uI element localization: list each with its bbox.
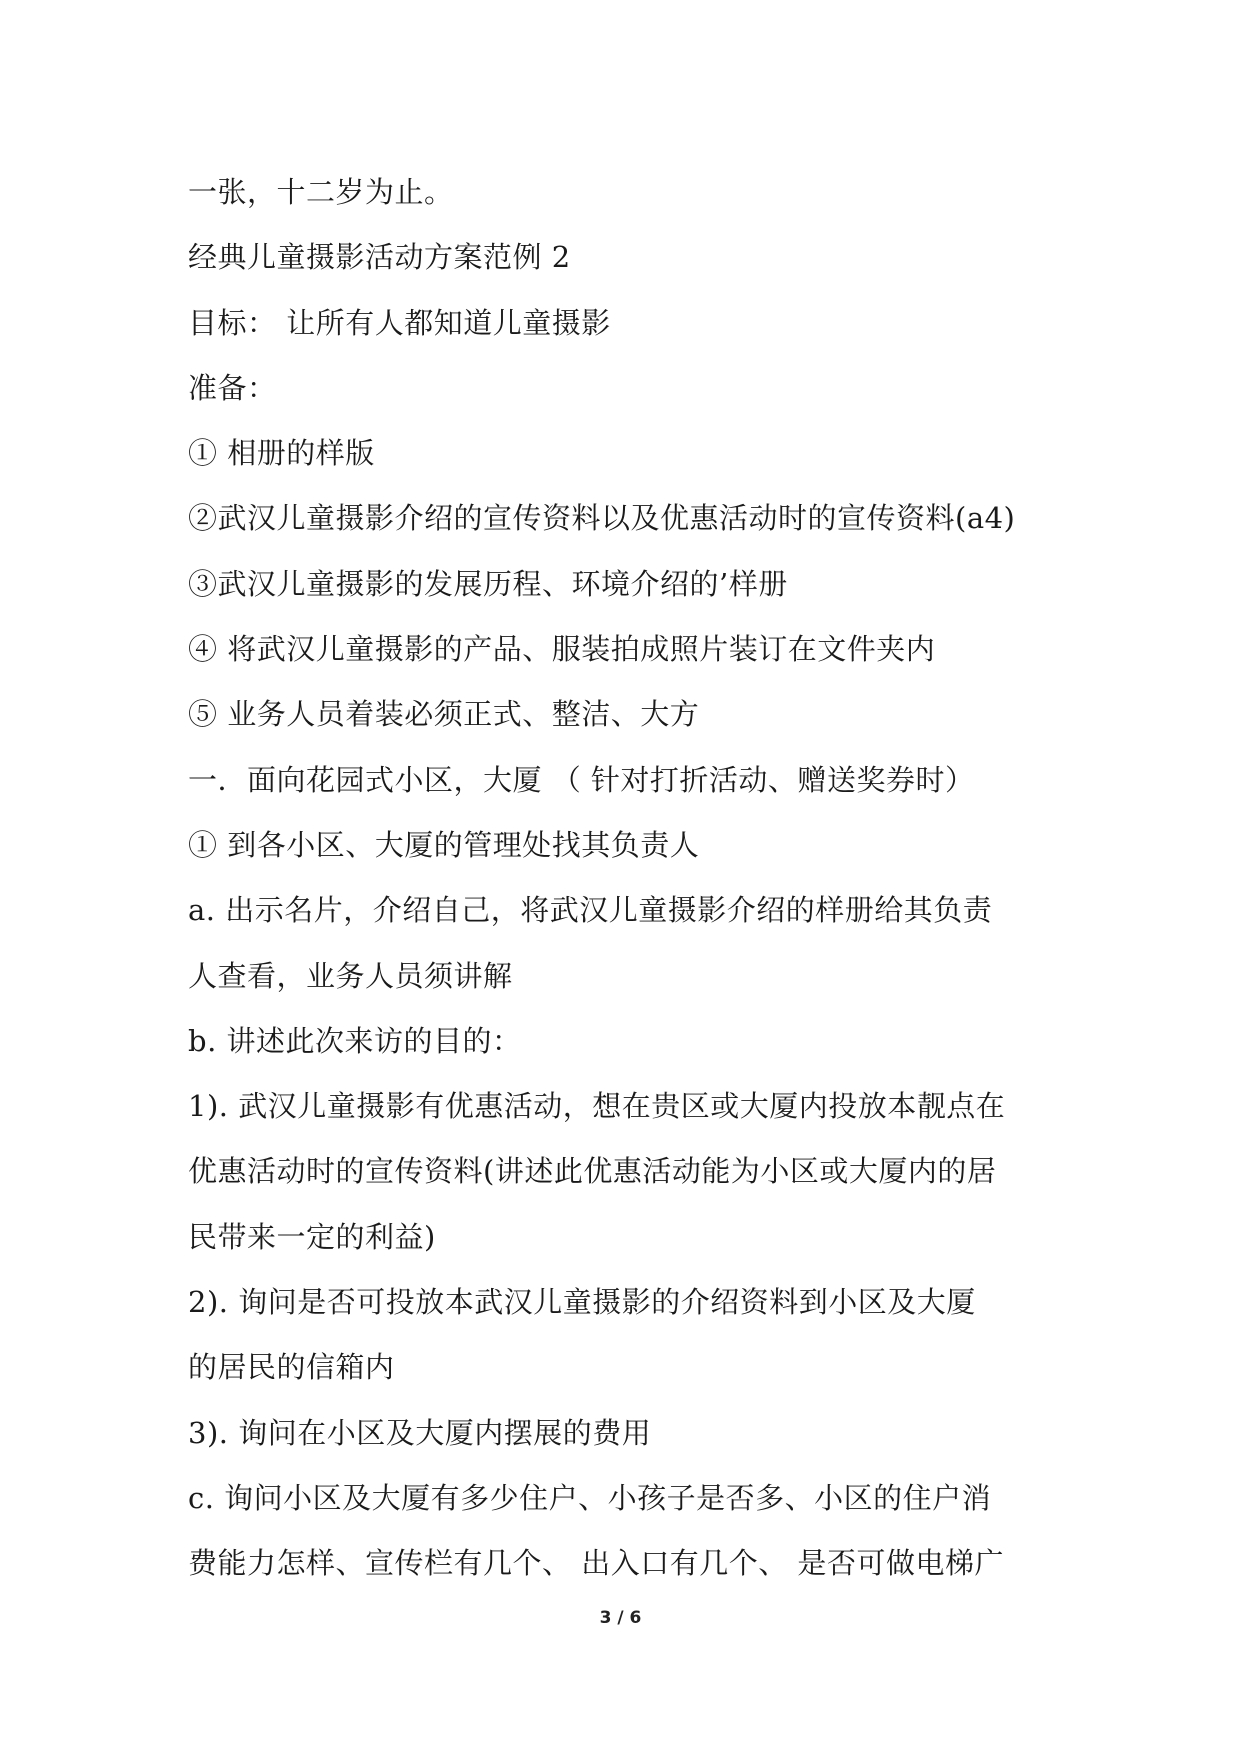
text-line: 的居民的信箱内 [188,1350,395,1385]
text-line: 目标： 让所有人都知道儿童摄影 [188,305,611,340]
text-line: 3). 询问在小区及大厦内摆展的费用 [188,1415,652,1450]
section-heading: 经典儿童摄影活动方案范例 2 [188,240,571,275]
text-line: 优惠活动时的宣传资料(讲述此优惠活动能为小区或大厦内的居 [188,1154,997,1189]
list-item: ④ 将武汉儿童摄影的产品、服装拍成照片装订在文件夹内 [188,632,936,667]
text-line: 一张，十二岁为止。 [188,175,454,209]
text-line: 准备： [188,370,277,405]
list-item: ②武汉儿童摄影介绍的宣传资料以及优惠活动时的宣传资料(a4) [188,501,1016,536]
text-line: 人查看，业务人员须讲解 [188,958,513,993]
list-item: ⑤ 业务人员着装必须正式、整洁、大方 [188,697,700,732]
text-line: 民带来一定的利益) [188,1219,436,1254]
text-line: 费能力怎样、宣传栏有几个、 出入口有几个、 是否可做电梯广 [188,1546,1004,1581]
list-item: ③武汉儿童摄影的发展历程、环境介绍的’样册 [188,566,788,601]
text-line: c. 询问小区及大厦有多少住户、小孩子是否多、小区的住户消 [188,1480,992,1515]
text-line: b. 讲述此次来访的目的： [188,1023,522,1058]
list-item: ① 相册的样版 [188,436,375,471]
text-line: 一．面向花园式小区，大厦 （ 针对打折活动、赠送奖券时） [188,762,975,797]
text-line: 2). 询问是否可投放本武汉儿童摄影的介绍资料到小区及大厦 [188,1285,976,1320]
text-line: 1). 武汉儿童摄影有优惠活动，想在贵区或大厦内投放本靓点在 [188,1089,1006,1124]
document-body [188,160,1068,1597]
page-number: 3 / 6 [599,1608,642,1628]
list-item: ① 到各小区、大厦的管理处找其负责人 [188,827,700,862]
text-line: a. 出示名片，介绍自己，将武汉儿童摄影介绍的样册给其负责 [188,893,993,928]
